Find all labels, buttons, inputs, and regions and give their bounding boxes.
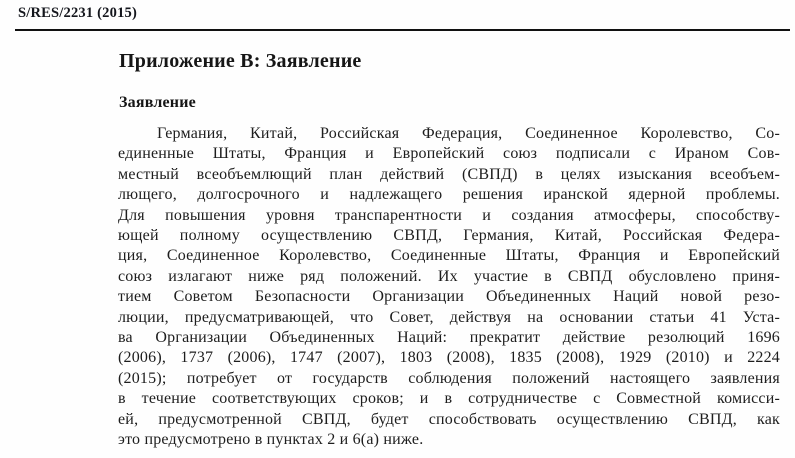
header-divider [15,29,790,31]
paragraph-line: Германия, Китай, Российская Федерация, Соединенное Королевство, Со- [157,125,780,142]
paragraph-line: Для повышения уровня транспарентности и создания атмосферы, способству- [118,206,780,224]
paragraph-line: лющего, долгосрочного и надлежащего решения иранской ядерной проблемы. [118,186,780,204]
paragraph-line: (2015); потребует от государств соблюдения положений настоящего заявления [118,369,780,387]
paragraph-line: местный всеобъемлющий план действий (СВПД) в целях изыскания всеобъем- [118,165,780,183]
document-symbol: S/RES/2231 (2015) [18,5,138,21]
annex-title: Приложение B: Заявление [119,50,362,72]
paragraph-line: союз излагают ниже ряд положений. Их участие в СВПД обусловлено приня- [118,267,780,285]
paragraph-line: ющей полному осуществлению СВПД, Германия, Китай, Российская Федера- [118,227,780,245]
paragraph-line: в течение соответствующих сроков; и в сотрудничестве с Совместной комисси- [118,390,780,408]
paragraph-line: ва Организации Объединенных Наций: прекратит действие резолюций 1696 [118,329,780,347]
paragraph-line: единенные Штаты, Франция и Европейский союз подписали с Ираном Сов- [118,145,780,163]
paragraph-line: люции, предусматривающей, что Совет, действуя на основании статьи 41 Уста- [118,308,780,326]
paragraph-line: это предусмотрено в пунктах 2 и 6(a) ниже. [118,431,424,449]
paragraph-line: ция, Соединенное Королевство, Соединенные Штаты, Франция и Европейский [118,247,780,265]
paragraph-line: тием Советом Безопасности Организации Объединенных Наций новой резо- [118,288,780,306]
paragraph-line: (2006), 1737 (2006), 1747 (2007), 1803 (2008), 1835 (2008), 1929 (2010) и 2224 [118,349,780,367]
section-heading: Заявление [119,94,196,111]
paragraph-line: ей, предусмотренной СВПД, будет способствовать осуществлению СВПД, как [118,410,780,428]
statement-paragraph [118,124,780,451]
